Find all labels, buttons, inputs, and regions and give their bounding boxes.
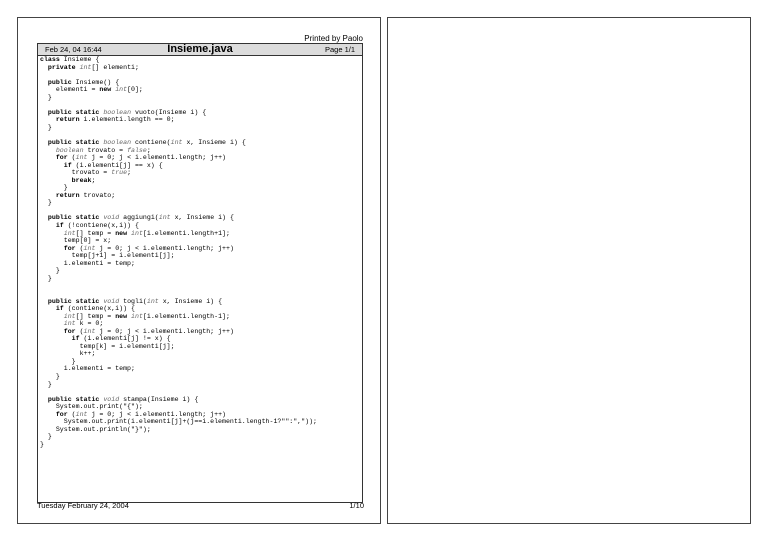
page-number: Page 1/1 xyxy=(324,45,355,54)
code-line xyxy=(40,426,151,433)
code-keyword: break xyxy=(71,176,92,184)
code-text: ( xyxy=(71,410,76,418)
code-line xyxy=(40,230,230,237)
code-line xyxy=(40,154,226,161)
code-text: trovato = xyxy=(40,169,112,177)
code-line xyxy=(40,162,163,169)
code-type: int xyxy=(83,327,100,335)
code-text: trovato = xyxy=(87,146,128,154)
code-text: k++; xyxy=(40,350,96,358)
footer-date: Tuesday February 24, 2004 xyxy=(37,501,129,510)
code-line xyxy=(40,350,95,357)
code-text xyxy=(40,222,56,229)
code-line xyxy=(40,358,76,365)
code-text: } xyxy=(40,372,60,380)
code-text xyxy=(40,411,56,418)
code-text: [] elementi; xyxy=(91,63,139,71)
code-text xyxy=(40,320,64,327)
code-keyword: new xyxy=(99,86,116,94)
code-line xyxy=(40,109,206,116)
code-text xyxy=(40,230,64,237)
code-text: j = 0; j < i.elementi.length; j++) xyxy=(99,327,234,335)
code-text: trovato; xyxy=(83,191,116,199)
code-text: temp[j+1] = i.elementi[j]; xyxy=(40,252,175,260)
code-text: } xyxy=(40,199,52,207)
code-text xyxy=(40,214,48,221)
right-page-sheet xyxy=(387,17,751,524)
code-text: } xyxy=(40,93,52,101)
code-text xyxy=(40,305,56,312)
code-line xyxy=(40,124,52,131)
code-type: void xyxy=(103,395,124,403)
code-text: [0]; xyxy=(127,86,143,94)
code-text: x, Insieme i) { xyxy=(174,214,234,222)
code-keyword: public static xyxy=(47,139,104,147)
code-type: int xyxy=(75,410,92,418)
code-text: } xyxy=(40,123,52,131)
code-text: System.out.print("{"); xyxy=(40,403,143,411)
code-line xyxy=(40,335,171,342)
code-line xyxy=(40,245,234,252)
code-text: contiene( xyxy=(134,139,171,147)
code-line xyxy=(40,365,135,372)
code-line xyxy=(40,313,230,320)
code-line xyxy=(40,328,234,335)
code-text: j = 0; j < i.elementi.length; j++) xyxy=(99,244,234,252)
code-keyword: for xyxy=(55,410,72,418)
code-listing-frame xyxy=(37,43,363,503)
code-keyword: for xyxy=(63,244,80,252)
code-line xyxy=(40,184,68,191)
code-keyword: public static xyxy=(47,297,104,305)
code-type: boolean xyxy=(103,139,135,147)
code-text: i.elementi = temp; xyxy=(40,365,135,373)
code-text: (i.elementi[j] != x) { xyxy=(83,335,171,343)
code-text: ( xyxy=(79,244,84,252)
code-line xyxy=(40,199,52,206)
code-line xyxy=(40,403,143,410)
code-keyword: public static xyxy=(47,108,104,116)
code-text xyxy=(40,396,48,403)
code-line xyxy=(40,411,226,418)
listing-header xyxy=(38,44,362,56)
code-keyword: for xyxy=(55,154,72,162)
code-type: int xyxy=(170,139,187,147)
file-title: Insieme.java xyxy=(167,43,233,55)
code-text: i.elementi = temp; xyxy=(40,259,135,267)
code-type: boolean xyxy=(103,108,135,116)
code-line xyxy=(40,64,139,71)
code-text: Insieme { xyxy=(63,56,100,63)
code-text: Insieme() { xyxy=(75,78,120,86)
code-text xyxy=(40,245,64,252)
code-type: int xyxy=(131,312,143,320)
code-line xyxy=(40,275,52,282)
code-line xyxy=(40,147,151,154)
code-line xyxy=(40,79,119,86)
code-text: elementi = xyxy=(40,86,100,94)
code-keyword: if xyxy=(55,305,68,313)
code-type: int xyxy=(75,154,92,162)
code-text xyxy=(40,139,48,146)
code-text: togli( xyxy=(123,297,147,305)
code-type: false xyxy=(127,146,147,154)
code-text: (!contiene(x,i)) { xyxy=(67,222,139,230)
code-type: int xyxy=(63,229,76,237)
code-line xyxy=(40,192,115,199)
code-keyword: private xyxy=(47,63,80,71)
code-keyword: public static xyxy=(47,395,104,403)
code-keyword: if xyxy=(55,222,68,230)
code-keyword: return xyxy=(55,191,84,199)
code-text: } xyxy=(40,433,52,441)
code-listing xyxy=(40,56,317,448)
code-text: vuoto(Insieme i) { xyxy=(134,108,207,116)
code-type: int xyxy=(115,86,128,94)
code-text xyxy=(40,177,72,184)
code-line xyxy=(40,433,52,440)
code-text: [] temp = xyxy=(75,229,116,237)
code-keyword: class xyxy=(40,56,64,63)
code-line xyxy=(40,214,234,221)
code-type: int xyxy=(131,229,143,237)
code-line xyxy=(40,305,135,312)
code-line xyxy=(40,373,60,380)
code-keyword: if xyxy=(71,335,84,343)
code-text xyxy=(40,109,48,116)
code-type: int xyxy=(63,320,80,328)
code-line xyxy=(40,252,175,259)
code-text: (i.elementi[j] == x) { xyxy=(75,161,163,169)
code-text: ; xyxy=(127,169,132,177)
code-keyword: if xyxy=(63,161,76,169)
code-text xyxy=(40,335,72,342)
code-keyword: new xyxy=(115,229,132,237)
code-type: int xyxy=(83,244,100,252)
code-text: [i.elementi.length+1]; xyxy=(142,229,230,237)
code-type: int xyxy=(63,312,76,320)
code-line xyxy=(40,237,111,244)
code-line xyxy=(40,86,143,93)
code-text xyxy=(40,154,56,161)
code-line xyxy=(40,56,99,63)
code-line xyxy=(40,177,95,184)
code-keyword: new xyxy=(115,312,132,320)
code-text: ; xyxy=(146,146,151,154)
code-text xyxy=(40,298,48,305)
code-text: } xyxy=(40,357,76,365)
code-text: x, Insieme i) { xyxy=(186,139,246,147)
code-line xyxy=(40,343,175,350)
code-text: (contiene(x,i)) { xyxy=(67,305,135,313)
code-line xyxy=(40,116,175,123)
code-line xyxy=(40,169,131,176)
code-text: aggiungi( xyxy=(123,214,159,222)
code-text: stampa(Insieme i) { xyxy=(123,395,199,403)
code-text: k = 0; xyxy=(79,320,104,328)
code-type: int xyxy=(79,63,92,71)
printed-by-label: Printed by Paolo xyxy=(304,34,363,43)
code-type: true xyxy=(111,169,128,177)
code-type: void xyxy=(103,297,124,305)
code-keyword: public static xyxy=(47,214,104,222)
code-text xyxy=(40,192,56,199)
code-type: void xyxy=(103,214,124,222)
code-keyword: return xyxy=(55,116,84,124)
code-text xyxy=(40,64,48,71)
code-text xyxy=(40,313,64,320)
code-text: } xyxy=(40,380,52,388)
code-text: j = 0; j < i.elementi.length; j++) xyxy=(91,154,226,162)
code-type: int xyxy=(146,297,163,305)
code-text: [i.elementi.length-1]; xyxy=(142,312,230,320)
code-text: i.elementi.length == 0; xyxy=(83,116,175,124)
code-text: [] temp = xyxy=(75,312,116,320)
code-type: boolean xyxy=(55,146,88,154)
code-text xyxy=(40,328,64,335)
code-line xyxy=(40,94,52,101)
code-text xyxy=(40,79,48,86)
code-line xyxy=(40,222,139,229)
code-line xyxy=(40,396,198,403)
code-text: ( xyxy=(79,327,84,335)
code-text xyxy=(40,162,64,169)
code-line xyxy=(40,267,60,274)
code-line xyxy=(40,441,44,448)
code-text: System.out.println("}"); xyxy=(40,425,151,433)
code-text xyxy=(40,147,56,154)
code-line xyxy=(40,298,222,305)
code-keyword: public xyxy=(47,78,76,86)
code-text: x, Insieme i) { xyxy=(162,297,223,305)
code-text: } xyxy=(40,267,60,275)
code-line xyxy=(40,260,135,267)
code-text: j = 0; j < i.elementi.length; j++) xyxy=(91,410,226,418)
code-text xyxy=(40,116,56,123)
header-date: Feb 24, 04 16:44 xyxy=(45,45,102,54)
code-line xyxy=(40,381,52,388)
code-text: temp[0] = x; xyxy=(40,237,112,245)
code-line xyxy=(40,418,317,425)
code-text: } xyxy=(40,184,68,192)
code-keyword: for xyxy=(63,327,80,335)
code-text: ( xyxy=(71,154,76,162)
code-text: temp[k] = i.elementi[j]; xyxy=(40,342,175,350)
code-text: } xyxy=(40,440,44,448)
code-line xyxy=(40,320,103,327)
code-text: } xyxy=(40,274,52,282)
code-text: System.out.print(i.elementi[j]+(j==i.elementi.length-1?"":",")); xyxy=(40,418,317,426)
code-text: ; xyxy=(91,176,96,184)
code-line xyxy=(40,139,246,146)
code-type: int xyxy=(158,214,175,222)
footer-sheet-number: 1/10 xyxy=(349,501,364,510)
